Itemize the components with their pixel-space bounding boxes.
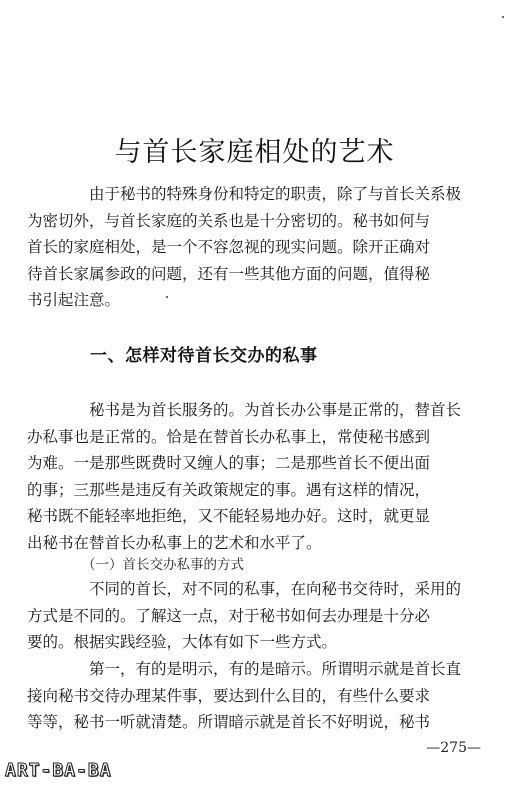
text-line: 待首长家属参政的问题，还有一些其他方面的问题，值得秘 bbox=[27, 264, 431, 283]
text-line: 方式是不同的。了解这一点，对于秘书如何去办理是十分必 bbox=[27, 606, 431, 625]
subsection-paragraph-1 bbox=[27, 576, 498, 656]
watermark: ART-BA-BA bbox=[5, 760, 112, 781]
text-line: 等等，秘书一听就清楚。所谓暗示就是首长不好明说，秘书 bbox=[27, 713, 431, 731]
text-line: 秘书既不能轻率地拒绝，又不能轻易地办好。这时，就更显 bbox=[27, 507, 431, 525]
intro-paragraph bbox=[27, 181, 498, 314]
text-line: 办私事也是正常的。恰是在替首长办私事上，常使秘书感到 bbox=[27, 427, 431, 446]
page-title: 与首长家庭相处的艺术 bbox=[114, 137, 395, 169]
subsection-heading: （一）首长交办私事的方式 bbox=[82, 557, 244, 573]
text-line: 接向秘书交待办理某件事，要达到什么目的，有些什么要求 bbox=[27, 686, 431, 705]
text-line: 由于秘书的特殊身份和特定的职责，除了与首长关系极 bbox=[89, 185, 462, 203]
text-line: 为难。一是那些既费时又缠人的事；二是那些首长不便出面 bbox=[27, 454, 431, 472]
text-line: 为密切外，与首长家庭的关系也是十分密切的。秘书如何与 bbox=[27, 211, 431, 230]
text-line: 出秘书在替首长办私事上的艺术和水平了。 bbox=[27, 533, 322, 552]
text-line: 首长的家庭相处，是一个不容忽视的现实问题。除开正确对 bbox=[27, 238, 431, 256]
subsection-paragraph-2 bbox=[27, 656, 498, 736]
section-paragraph bbox=[27, 397, 498, 556]
text-line: 要的。根据实践经验，大体有如下一些方式。 bbox=[27, 633, 338, 651]
text-line: 书引起注意。 bbox=[27, 291, 121, 309]
text-line: 不同的首长，对不同的私事，在向秘书交待时，采用的 bbox=[89, 580, 462, 598]
scan-speck bbox=[166, 296, 168, 298]
text-line: 秘书是为首长服务的。为首长办公事是正常的，替首长 bbox=[89, 401, 462, 419]
scan-speck bbox=[502, 16, 504, 18]
text-line: 的事；三那些是违反有关政策规定的事。遇有这样的情况， bbox=[27, 480, 431, 499]
page-number: —275— bbox=[426, 740, 481, 756]
section-heading: 一、怎样对待首长交办的私事 bbox=[90, 346, 318, 366]
text-line: 第一，有的是明示，有的是暗示。所谓明示就是首长直 bbox=[89, 660, 462, 678]
